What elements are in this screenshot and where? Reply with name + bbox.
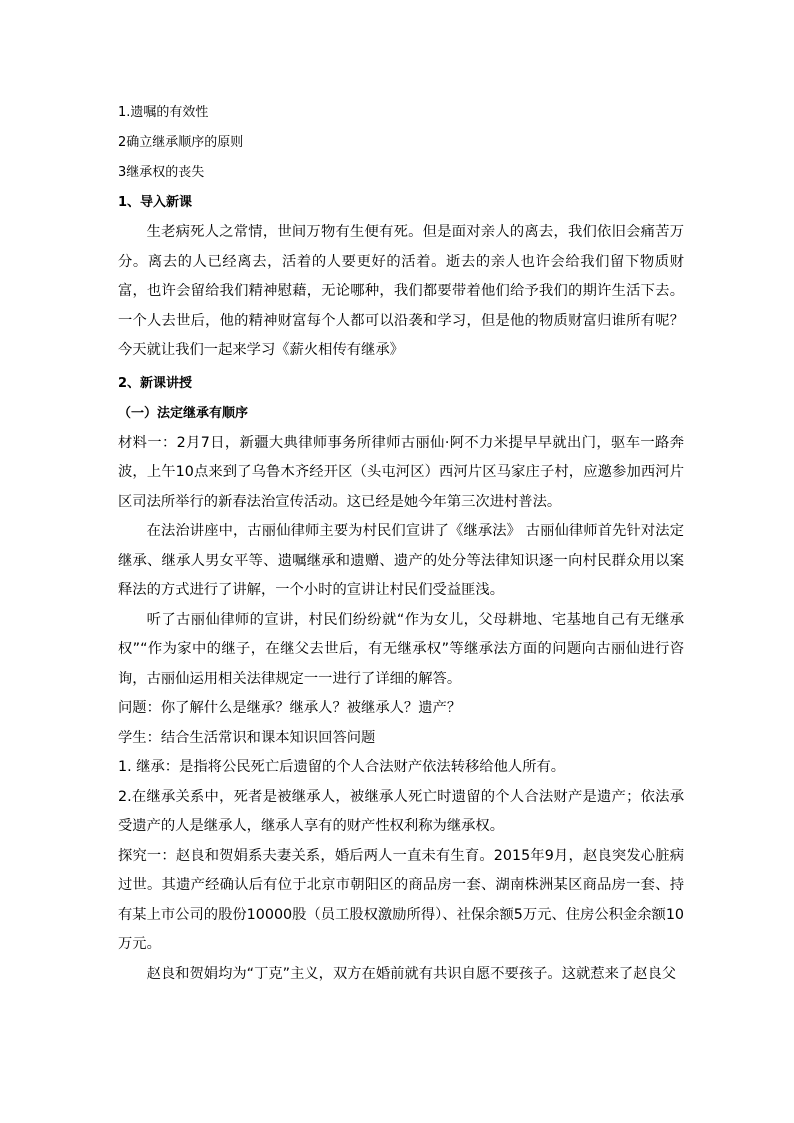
lecture-paragraph: 在法治讲座中，古丽仙律师主要为村民们宣讲了《继承法》 古丽仙律师首先针对法定继承、继承人男女平等、遗嘱继承和遗赠、遗产的处分等法律知识逐一向村民群众用以案释法的方式进行了讲解，一个小时的宣讲让村民们受益匪浅。 <box>118 523 684 598</box>
subsection-heading: （一）法定继承有顺序 <box>118 405 249 421</box>
outline-item: 3继承权的丧失 <box>118 165 205 180</box>
question-line: 问题：你了解什么是继承？继承人？被继承人？遗产？ <box>118 700 462 716</box>
intro-paragraph: 生老病死人之常情，世间万物有生便有死。但是面对亲人的离去，我们依旧会痛苦万分。离去的人已经离去，活着的人要更好的活着。逝去的亲人也许会给我们留下物质财富，也许会留给我们精神慰藉，无论哪种，我们都要带着他们给予我们的期许生活下去。一个人去世后，他的精神财富每个人都可以沿袭和学习，但是他的物质财富归谁所有呢？今天就让我们一起来学习《薪火相传有继承》 <box>118 224 684 358</box>
dink-paragraph: 赵良和贺娟均为“丁克”主义，双方在婚前就有共识自愿不要孩子。这就惹来了赵良父 <box>146 965 677 982</box>
material-paragraph: 材料一：2月7日，新疆大典律师事务所律师古丽仙·阿不力米提早早就出门，驱车一路奔波，上午10点来到了乌鲁木齐经开区（头屯河区）西河片区马家庄子村，应邀参加西河片区司法所举行的新春法治宣传活动。这已经是她今年第三次进村普法。 <box>118 434 684 510</box>
definition-inheritance: 1. 继承：是指将公民死亡后遗留的个人合法财产依法转移给他人所有。 <box>118 759 566 775</box>
exploration-paragraph: 探究一：赵良和贺娟系夫妻关系，婚后两人一直未有生育。2015年9月，赵良突发心脏病过世。其遗产经确认后有位于北京市朝阳区的商品房一套、湖南株洲某区商品房一套、持有某上市公司的股份10000股（员工股权激励所得）、社保余额5万元、住房公积金余额10万元。 <box>118 847 685 952</box>
outline-item: 2确立继承顺序的原则 <box>118 135 244 150</box>
student-line: 学生：结合生活常识和课本知识回答问题 <box>118 729 376 746</box>
section-heading-lecture: 2、新课讲授 <box>118 375 193 391</box>
definition-relationship: 2.在继承关系中，死者是被继承人，被继承人死亡时遗留的个人合法财产是遗产；依法承受遗产的人是继承人，继承人享有的财产性权利称为继承权。 <box>118 788 684 834</box>
questions-paragraph: 听了古丽仙律师的宣讲，村民们纷纷就“作为女儿，父母耕地、宅基地自己有无继承权”“作为家中的继子，在继父去世后，有无继承权”等继承法方面的问题向古丽仙进行咨询，古丽仙运用相关法律规定一一进行了详细的解答。 <box>118 611 684 687</box>
outline-item: 1.遗嘱的有效性 <box>118 105 209 120</box>
document-page <box>118 98 684 989</box>
section-heading-intro: 1、导入新课 <box>118 195 193 210</box>
